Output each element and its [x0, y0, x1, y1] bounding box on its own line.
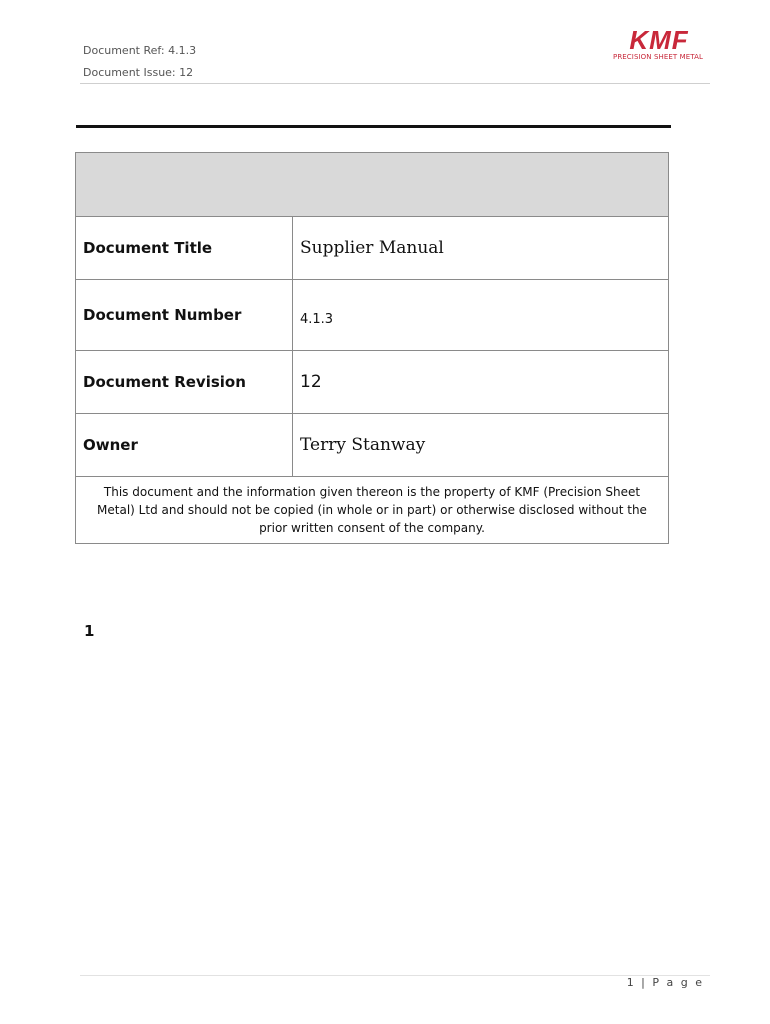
table-row: [76, 351, 669, 414]
svg-text:KMF: KMF: [629, 28, 689, 52]
table-row: [76, 414, 669, 477]
label-document-revision: Document Revision: [76, 351, 293, 414]
value-document-title: Supplier Manual: [293, 217, 669, 280]
document-ref: Document Ref: 4.1.3: [83, 44, 197, 57]
table-row: [76, 280, 669, 351]
kmf-logo-mark: [606, 28, 712, 52]
label-document-number: Document Number: [76, 280, 293, 351]
section-number: 1: [84, 622, 95, 640]
value-document-revision: 12: [293, 351, 669, 414]
logo-subtitle: PRECISION SHEET METAL: [613, 53, 703, 61]
table-row: [76, 217, 669, 280]
value-owner: Terry Stanway: [293, 414, 669, 477]
document-info-table: [75, 152, 669, 544]
title-rule: [76, 125, 671, 128]
page-number: 1 | P a g e: [626, 976, 704, 989]
footer-divider: [80, 975, 710, 976]
value-document-number: 4.1.3: [293, 280, 669, 351]
label-owner: Owner: [76, 414, 293, 477]
header-divider: [80, 83, 710, 84]
label-document-title: Document Title: [76, 217, 293, 280]
confidentiality-notice: This document and the information given thereon is the property of KMF (Precision Sheet Metal) Ltd and should not be copied (in whole or in part) or otherwise disclosed without the prior written consent of the company.: [76, 477, 669, 544]
table-header-cell: [76, 153, 669, 217]
document-issue: Document Issue: 12: [83, 66, 194, 79]
